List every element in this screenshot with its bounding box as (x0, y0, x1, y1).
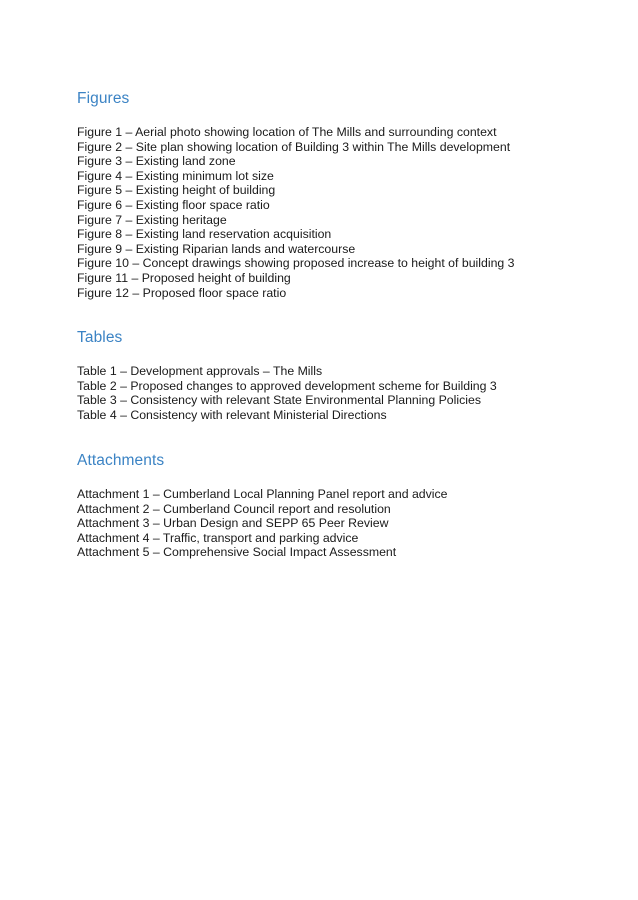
tables-section (77, 329, 597, 422)
table-entry: Table 3 – Consistency with relevant State Environmental Planning Policies (77, 393, 481, 408)
attachment-entry: Attachment 4 – Traffic, transport and parking advice (77, 530, 359, 545)
figure-entry: Figure 11 – Proposed height of building (77, 270, 291, 285)
figure-entry: Figure 3 – Existing land zone (77, 154, 236, 169)
figures-list (77, 125, 617, 300)
table-entry: Table 2 – Proposed changes to approved development scheme for Building 3 (77, 378, 497, 393)
attachment-entry: Attachment 5 – Comprehensive Social Impact Assessment (77, 545, 397, 560)
attachments-heading: Attachments (77, 452, 165, 469)
figure-entry: Figure 7 – Existing heritage (77, 212, 227, 227)
attachment-entry: Attachment 2 – Cumberland Council report and resolution (77, 501, 391, 516)
figure-entry: Figure 9 – Existing Riparian lands and watercourse (77, 241, 356, 256)
attachments-list (77, 487, 617, 560)
figure-entry: Figure 2 – Site plan showing location of Building 3 within The Mills development (77, 139, 511, 154)
figures-section (77, 90, 597, 300)
table-entry: Table 1 – Development approvals – The Mills (77, 364, 323, 378)
figure-entry: Figure 10 – Concept drawings showing proposed increase to height of building 3 (77, 256, 515, 271)
figure-entry: Figure 4 – Existing minimum lot size (77, 168, 274, 183)
attachments-section (77, 452, 597, 560)
figure-entry: Figure 5 – Existing height of building (77, 183, 276, 198)
tables-heading: Tables (77, 329, 123, 346)
figure-entry: Figure 12 – Proposed floor space ratio (77, 285, 287, 300)
figure-entry: Figure 6 – Existing floor space ratio (77, 197, 270, 212)
figure-entry: Figure 8 – Existing land reservation acquisition (77, 227, 332, 242)
attachment-entry: Attachment 3 – Urban Design and SEPP 65 Peer Review (77, 516, 389, 531)
figure-entry: Figure 1 – Aerial photo showing location of The Mills and surrounding context (77, 125, 497, 139)
table-entry: Table 4 – Consistency with relevant Ministerial Directions (77, 407, 387, 422)
attachment-entry: Attachment 1 – Cumberland Local Planning Panel report and advice (77, 487, 448, 501)
figures-heading: Figures (77, 90, 130, 107)
tables-list (77, 364, 617, 422)
